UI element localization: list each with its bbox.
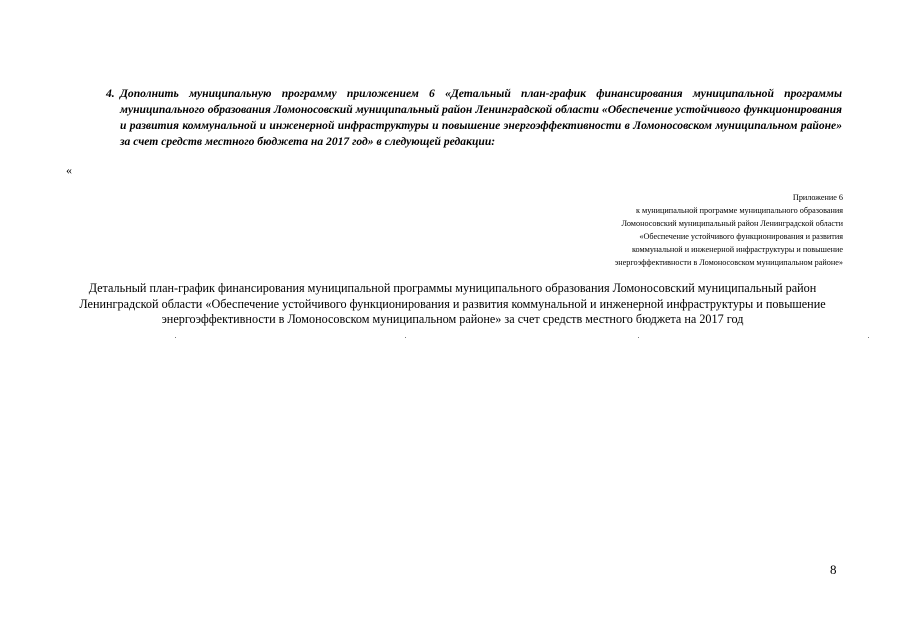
scan-dot xyxy=(638,337,639,338)
opening-quote-mark: « xyxy=(66,163,72,177)
appendix-header xyxy=(483,191,843,269)
page-number: 8 xyxy=(830,562,837,577)
scan-dot xyxy=(868,337,869,338)
appendix-line: «Обеспечение устойчивого функционирования и развития xyxy=(639,232,843,241)
scan-dot xyxy=(405,337,406,338)
scan-dot xyxy=(175,337,176,338)
item-number: 4. xyxy=(106,87,115,100)
appendix-line: Приложение 6 xyxy=(792,193,843,202)
appendix-line: энергоэффективности в Ломоносовском муниципальном районе» xyxy=(614,258,843,267)
appendix-line: к муниципальной программе муниципального образования xyxy=(635,206,843,215)
title-line: Ленинградской области «Обеспечение устойчивого функционирования и развития коммунальной и инженерной инфраструктуры и повышение xyxy=(79,296,826,311)
title-line: энергоэффективности в Ломоносовском муниципальном районе» за счет средств местного бюджета на 2017 год xyxy=(161,312,744,326)
amendment-text: Дополнить муниципальную программу приложением 6 «Детальный план-график финансирования муниципальной программы муниципального образования Ломоносовский муниципальный район Ленинградской области «Обеспечение устойчивого функционирования и развития коммунальной и инженерной инфраструктуры и повышение энергоэффективности в Ломоносовском муниципальном районе» за счет средств местного бюджета на 2017 год» в следующей редакции: xyxy=(120,87,842,148)
appendix-line: коммунальной и инженерной инфраструктуры и повышение xyxy=(631,245,843,254)
document-title xyxy=(20,281,885,328)
title-line: Детальный план-график финансирования муниципальной программы муниципального образования Ломоносовский муниципальный район xyxy=(88,281,817,295)
appendix-line: Ломоносовский муниципальный район Ленинградской области xyxy=(621,219,843,228)
amendment-paragraph xyxy=(106,86,842,150)
